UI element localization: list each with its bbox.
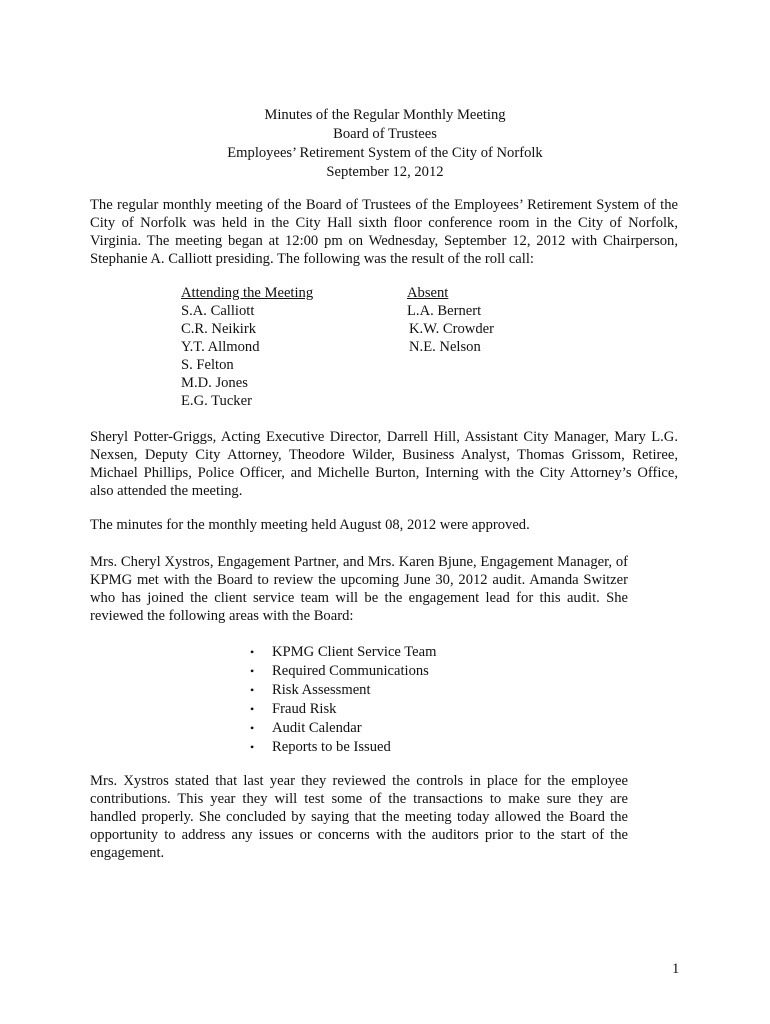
page-number: 1 [672, 961, 680, 977]
also-attended-paragraph: Sheryl Potter-Griggs, Acting Executive Director, Darrell Hill, Assistant City Manager, Mary L.G. Nexsen, Deputy City Attorney, Theodore Wilder, Business Analyst, Thomas Grissom, Retiree, Michael Phillips, Police Officer, and Michelle Burton, Interning with the City Attorney’s Office, also attended the meeting. [90, 429, 678, 499]
list-item-label: Required Communications [272, 663, 429, 679]
list-item-label: Reports to be Issued [272, 739, 391, 755]
bullet-icon: • [250, 683, 255, 697]
absentee-name: L.A. Bernert [407, 303, 482, 319]
attendee-name: C.R. Neikirk [181, 321, 256, 337]
title-organization: Employees’ Retirement System of the City of Norfolk [227, 145, 543, 161]
title-meeting-type: Minutes of the Regular Monthly Meeting [264, 107, 506, 123]
attendee-name: E.G. Tucker [181, 393, 252, 409]
list-item [246, 738, 437, 757]
list-item-label: KPMG Client Service Team [272, 644, 437, 660]
list-item [246, 643, 437, 662]
list-item [246, 700, 437, 719]
list-item-label: Fraud Risk [272, 701, 337, 717]
bullet-icon: • [250, 664, 255, 678]
attendee-name: S. Felton [181, 357, 234, 373]
attendee-name: M.D. Jones [181, 375, 248, 391]
absent-heading: Absent [407, 285, 449, 301]
review-areas-list [246, 643, 437, 757]
bullet-icon: • [250, 721, 255, 735]
attendee-name: S.A. Calliott [181, 303, 255, 319]
bullet-icon: • [250, 702, 255, 716]
kpmg-paragraph: Mrs. Cheryl Xystros, Engagement Partner, and Mrs. Karen Bjune, Engagement Manager, of KPMG met with the Board to review the upcoming June 30, 2012 audit. Amanda Switzer who has joined the client service team will be the engagement lead for this audit. She reviewed the following areas with the Board: [90, 554, 628, 624]
attending-heading: Attending the Meeting [181, 285, 314, 301]
absentee-name: N.E. Nelson [409, 339, 481, 355]
title-board: Board of Trustees [333, 126, 437, 142]
list-item [246, 719, 437, 738]
document-title-block [90, 106, 680, 182]
list-item [246, 662, 437, 681]
minutes-approved-paragraph: The minutes for the monthly meeting held August 08, 2012 were approved. [90, 517, 530, 533]
attendee-name: Y.T. Allmond [181, 339, 260, 355]
absentee-name: K.W. Crowder [409, 321, 494, 337]
title-date: September 12, 2012 [326, 164, 444, 180]
list-item-label: Risk Assessment [272, 682, 371, 698]
list-item [246, 681, 437, 700]
xystros-paragraph: Mrs. Xystros stated that last year they reviewed the controls in place for the employee contributions. This year they will test some of the transactions to make sure they are handled properly. She concluded by saying that the meeting today allowed the Board the opportunity to address any issues or concerns with the auditors prior to the start of the engagement. [90, 773, 628, 861]
intro-paragraph: The regular monthly meeting of the Board of Trustees of the Employees’ Retirement System of the City of Norfolk was held in the City Hall sixth floor conference room in the City of Norfolk, Virginia. The meeting began at 12:00 pm on Wednesday, September 12, 2012 with Chairperson, Stephanie A. Calliott presiding. The following was the result of the roll call: [90, 197, 678, 267]
attending-list [181, 284, 313, 410]
list-item-label: Audit Calendar [272, 720, 362, 736]
bullet-icon: • [250, 740, 255, 754]
absent-list [407, 284, 494, 356]
bullet-icon: • [250, 645, 255, 659]
